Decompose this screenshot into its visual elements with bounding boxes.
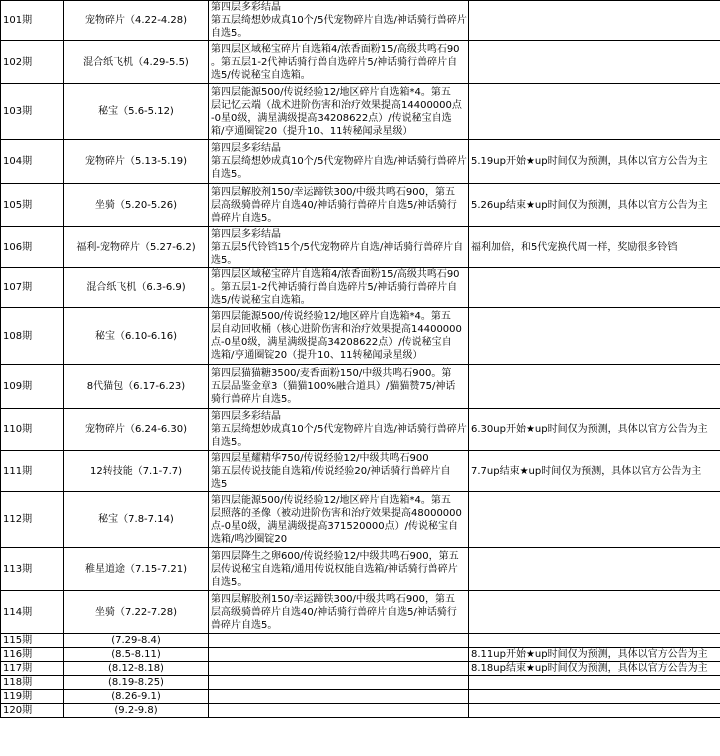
period-cell: 116期: [1, 648, 64, 662]
table-row: [1, 184, 720, 227]
note-cell: [469, 704, 720, 718]
reward-line: 第四层区域秘宝碎片自选箱4/浓香面粉15/高级共鸣石90: [211, 43, 460, 55]
reward-line: 第四层解胶剂150/幸运蹄铁300/中级共鸣石900，第五: [211, 593, 455, 605]
period-cell: 112期: [1, 492, 64, 548]
reward-line: 第四层能源500/传说经验12/地区碎片自选箱*4。第五: [211, 494, 451, 506]
reward-line: 选5: [211, 478, 228, 490]
rewards-cell: [209, 184, 469, 227]
theme-cell: 坐骑（7.22-7.28): [64, 591, 209, 634]
note-cell: 7.7up结束★up时间仅为预测，具体以官方公告为主: [469, 451, 720, 492]
note-cell: [469, 492, 720, 548]
note-cell: [469, 84, 720, 140]
reward-line: 选5/传说秘宝自选箱。: [211, 69, 311, 81]
reward-line: 五层品鉴金章3（猫猫100%融合道具）/猫猫赞75/神话: [211, 381, 456, 392]
rewards-cell: [209, 41, 469, 84]
note-cell: [469, 690, 720, 704]
reward-line: 第四层区域秘宝碎片自选箱4/浓香面粉15/高级共鸣石90: [211, 269, 460, 280]
theme-cell: (7.29-8.4): [64, 634, 209, 648]
table-row: [1, 648, 720, 662]
reward-line: 选5。: [211, 254, 238, 266]
theme-cell: 秘宝（5.6-5.12): [64, 84, 209, 140]
note-cell: [469, 591, 720, 634]
reward-line: 第四层星耀精华750/传说经验12/中级共鸣石900: [211, 452, 429, 464]
reward-line: 第四层猫猫糖3500/麦香面粉150/中级共鸣石900。第: [211, 368, 452, 379]
rewards-cell: [209, 451, 469, 492]
reward-line: 箱/亨通圈锭20（提升10、11转秘闻录星级）: [211, 125, 413, 137]
theme-cell: 混合纸飞机（6.3-6.9): [64, 268, 209, 308]
rewards-cell: [209, 1, 469, 41]
reward-line: 。第五层1-2代神话骑行兽自选碎片5/神话骑行兽碎片自: [211, 282, 458, 293]
note-cell: [469, 308, 720, 365]
reward-line: 自选5。: [211, 576, 248, 588]
period-cell: 118期: [1, 676, 64, 690]
table-row: [1, 662, 720, 676]
reward-line: 骑行兽碎片自选5。: [211, 394, 298, 405]
theme-cell: 12转技能（7.1-7.7): [64, 451, 209, 492]
table-row: [1, 451, 720, 492]
rewards-cell: [209, 268, 469, 308]
period-cell: 115期: [1, 634, 64, 648]
reward-line: 第四层多彩结晶: [211, 228, 281, 240]
reward-line: 。第五层1-2代神话骑行兽自选碎片5/神话骑行兽碎片自: [211, 56, 458, 68]
period-cell: 111期: [1, 451, 64, 492]
period-cell: 107期: [1, 268, 64, 308]
theme-cell: (9.2-9.8): [64, 704, 209, 718]
period-cell: 117期: [1, 662, 64, 676]
note-cell: [469, 548, 720, 591]
table-row: [1, 365, 720, 409]
rewards-cell: [209, 634, 469, 648]
period-cell: 102期: [1, 41, 64, 84]
reward-line: 第五层传说技能自选箱/传说经验20/神话骑行兽碎片自: [211, 465, 451, 477]
reward-line: 点-0星0级，满星满级提高371520000点）/传说秘宝自: [211, 520, 458, 532]
period-cell: 113期: [1, 548, 64, 591]
reward-line: 第五层绮想妙成真10个/5代宠物碎片自选/神话骑行兽碎片: [211, 15, 467, 26]
rewards-cell: [209, 690, 469, 704]
theme-cell: (8.12-8.18): [64, 662, 209, 676]
reward-line: 第四层降生之卵600/传说经验12/中级共鸣石900，第五: [211, 550, 459, 562]
rewards-cell: [209, 492, 469, 548]
reward-line: -0星0级，满星满级提高34208622点）/传说秘宝自选: [211, 112, 452, 124]
table-row: [1, 268, 720, 308]
reward-line: 选箱/鸣沙圈锭20: [211, 533, 288, 545]
reward-line: 层记忆云端（战术进阶伤害和治疗效果提高14400000点: [211, 99, 462, 111]
reward-line: 层传说秘宝自选箱/通用传说权能自选箱/神话骑行兽碎片: [211, 563, 458, 575]
theme-cell: 宠物碎片（4.22-4.28): [64, 1, 209, 41]
rewards-cell: [209, 365, 469, 409]
period-cell: 108期: [1, 308, 64, 365]
note-cell: 8.11up开始★up时间仅为预测，具体以官方公告为主: [469, 648, 720, 662]
theme-cell: 福利-宠物碎片（5.27-6.2): [64, 227, 209, 268]
period-cell: 105期: [1, 184, 64, 227]
note-cell: 福利加倍，和5代宠换代周一样，奖励很多铃铛: [469, 227, 720, 268]
period-cell: 104期: [1, 140, 64, 184]
period-cell: 106期: [1, 227, 64, 268]
rewards-cell: [209, 548, 469, 591]
rewards-cell: [209, 662, 469, 676]
theme-cell: 宠物碎片（6.24-6.30): [64, 409, 209, 451]
theme-cell: 坐骑（5.20-5.26): [64, 184, 209, 227]
period-cell: 109期: [1, 365, 64, 409]
rewards-cell: [209, 308, 469, 365]
reward-line: 自选5。: [211, 169, 248, 180]
note-cell: [469, 268, 720, 308]
note-cell: 8.18up结束★up时间仅为预测，具体以官方公告为主: [469, 662, 720, 676]
reward-line: 选箱/亨通圈锭20（提升10、11转秘闻录星级）: [211, 350, 423, 361]
reward-line: 点-0星0级，满星满级提高34208622点）/传说秘宝自: [211, 337, 452, 348]
reward-line: 第四层多彩结晶: [211, 2, 281, 13]
table-row: [1, 308, 720, 365]
note-cell: [469, 634, 720, 648]
reward-line: 选5/传说秘宝自选箱。: [211, 295, 311, 306]
reward-line: 层高级骑兽碎片自选40/神话骑行兽碎片自选5/神话骑行: [211, 199, 457, 211]
reward-line: 第五层绮想妙成真10个/5代宠物碎片自选/神话骑行兽碎片: [211, 424, 467, 435]
period-cell: 120期: [1, 704, 64, 718]
table-row: [1, 690, 720, 704]
reward-line: 层照落的圣像（被动进阶伤害和治疗效果提高48000000: [211, 507, 462, 519]
reward-line: 层自动回收桶（核心进阶伤害和治疗效果提高14400000: [211, 324, 462, 335]
table-row: [1, 492, 720, 548]
note-cell: 5.26up结束★up时间仅为预测，具体以官方公告为主: [469, 184, 720, 227]
rewards-cell: [209, 140, 469, 184]
note-cell: [469, 676, 720, 690]
table-row: [1, 634, 720, 648]
table-row: [1, 548, 720, 591]
reward-line: 自选5。: [211, 28, 248, 39]
table-row: [1, 409, 720, 451]
rewards-cell: [209, 704, 469, 718]
period-cell: 110期: [1, 409, 64, 451]
theme-cell: 秘宝（7.8-7.14): [64, 492, 209, 548]
note-cell: 5.19up开始★up时间仅为预测，具体以官方公告为主: [469, 140, 720, 184]
period-cell: 101期: [1, 1, 64, 41]
note-cell: 6.30up开始★up时间仅为预测，具体以官方公告为主: [469, 409, 720, 451]
reward-line: 第五层5代铃铛15个/5代宠物碎片自选/神话骑行兽碎片自: [211, 241, 464, 253]
rewards-cell: [209, 84, 469, 140]
theme-cell: (8.26-9.1): [64, 690, 209, 704]
theme-cell: (8.19-8.25): [64, 676, 209, 690]
table-row: [1, 41, 720, 84]
rewards-cell: [209, 648, 469, 662]
theme-cell: 秘宝（6.10-6.16): [64, 308, 209, 365]
table-row: [1, 140, 720, 184]
reward-line: 兽碎片自选5。: [211, 619, 278, 631]
reward-line: 第四层多彩结晶: [211, 143, 281, 154]
note-cell: [469, 1, 720, 41]
rewards-cell: [209, 591, 469, 634]
reward-line: 第四层多彩结晶: [211, 411, 281, 422]
theme-cell: 8代猫包（6.17-6.23): [64, 365, 209, 409]
schedule-body: [1, 1, 720, 718]
table-row: [1, 1, 720, 41]
reward-line: 第五层绮想妙成真10个/5代宠物碎片自选/神话骑行兽碎片: [211, 156, 467, 167]
reward-line: 层高级骑兽碎片自选40/神话骑行兽碎片自选5/神话骑行: [211, 606, 457, 618]
theme-cell: (8.5-8.11): [64, 648, 209, 662]
table-row: [1, 676, 720, 690]
table-row: [1, 704, 720, 718]
theme-cell: 稚星道途（7.15-7.21): [64, 548, 209, 591]
table-row: [1, 84, 720, 140]
reward-line: 第四层解胶剂150/幸运蹄铁300/中级共鸣石900，第五: [211, 186, 455, 198]
period-cell: 114期: [1, 591, 64, 634]
note-cell: [469, 365, 720, 409]
rewards-cell: [209, 227, 469, 268]
period-cell: 103期: [1, 84, 64, 140]
theme-cell: 混合纸飞机（4.29-5.5): [64, 41, 209, 84]
table-row: [1, 227, 720, 268]
note-cell: [469, 41, 720, 84]
rewards-cell: [209, 409, 469, 451]
theme-cell: 宠物碎片（5.13-5.19): [64, 140, 209, 184]
reward-line: 兽碎片自选5。: [211, 212, 278, 224]
period-cell: 119期: [1, 690, 64, 704]
reward-line: 自选5。: [211, 437, 248, 448]
rewards-cell: [209, 676, 469, 690]
reward-line: 第四层能源500/传说经验12/地区碎片自选箱*4。第五: [211, 86, 451, 98]
reward-line: 第四层能源500/传说经验12/地区碎片自选箱*4。第五: [211, 311, 451, 322]
table-row: [1, 591, 720, 634]
